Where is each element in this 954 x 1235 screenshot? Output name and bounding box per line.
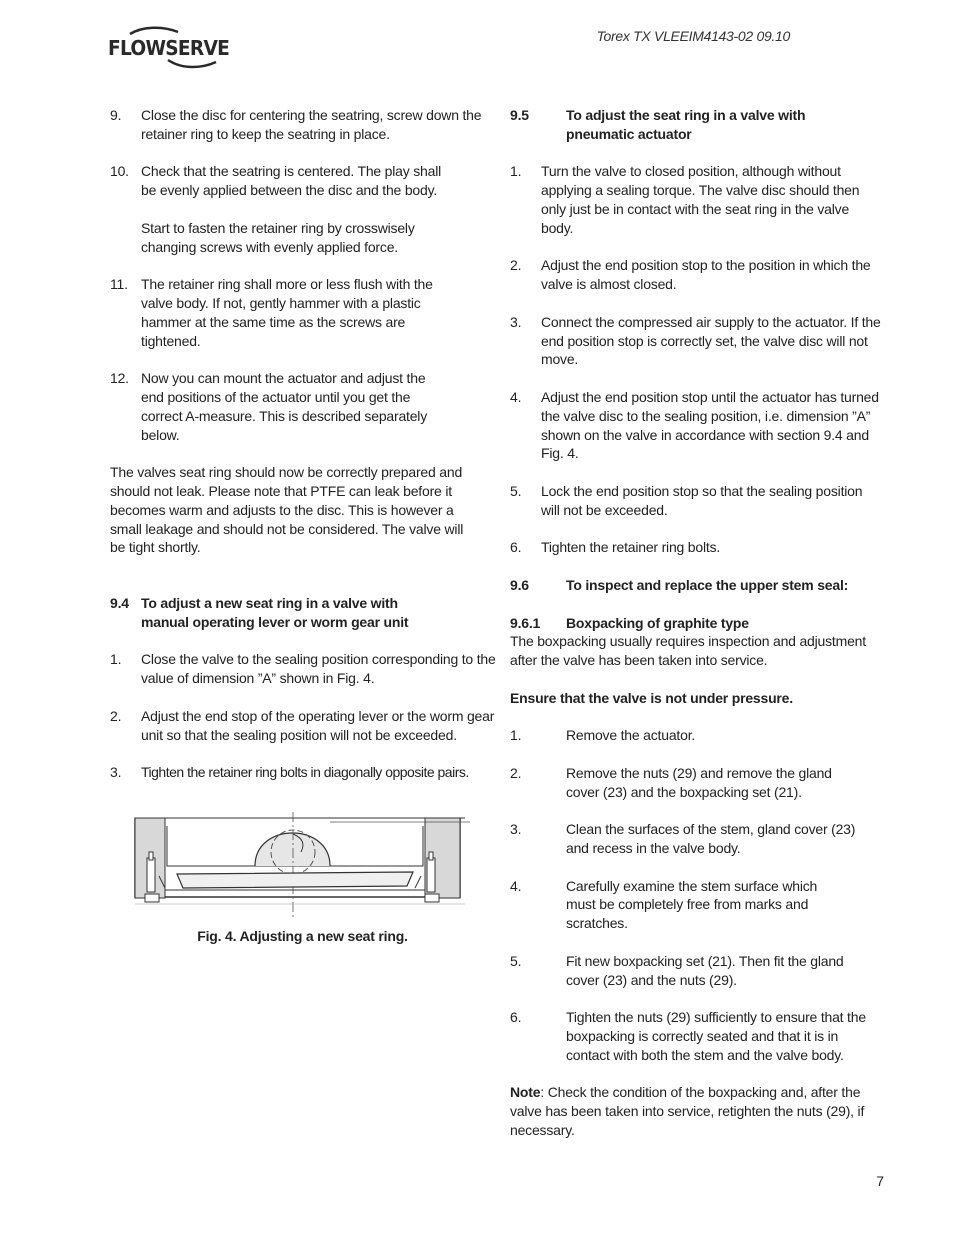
- list-item: 3. Connect the compressed air supply to the actuator. If the end position stop is correctly set, the valve disc will not move.: [510, 313, 881, 368]
- list-item: 6. Tighten the retainer ring bolts.: [510, 539, 721, 556]
- list-item: 5. Lock the end position stop so that the sealing position will not be exceeded.: [510, 482, 863, 518]
- logo-text: FLOWSERVE: [108, 36, 230, 60]
- boxpacking-intro: The boxpacking usually requires inspection and adjustment after the valve has been taken into service.: [510, 633, 866, 669]
- list-item: 3. Tighten the retainer ring bolts in diagonally opposite pairs.: [110, 764, 469, 781]
- list-item: 2. Adjust the end position stop to the position in which the valve is almost closed.: [510, 257, 871, 293]
- list-item: Start to fasten the retainer ring by crosswisely changing screws with evenly applied force.: [141, 219, 415, 255]
- section-heading: 9.4 To adjust a new seat ring in a valve with manual operating lever or worm gear unit: [110, 595, 409, 630]
- list-item: 2. Remove the nuts (29) and remove the gland cover (23) and the boxpacking set (21).: [510, 764, 832, 800]
- right-column-instructions: [510, 106, 895, 1140]
- list-item: 10. Check that the seatring is centered. The play shall be evenly applied between the disc and the body.: [110, 163, 442, 199]
- list-item: 1. Remove the actuator.: [510, 727, 696, 744]
- section-heading: 9.5 To adjust the seat ring in a valve with pneumatic actuator: [510, 107, 806, 142]
- list-item: 3. Clean the surfaces of the stem, gland cover (23) and recess in the valve body.: [510, 821, 856, 857]
- subsection-heading: 9.6.1 Boxpacking of graphite type: [510, 614, 749, 631]
- section-9-4: [110, 594, 505, 782]
- flowserve-logo: [108, 26, 228, 72]
- seat-ring-figure: [125, 812, 470, 917]
- list-item: 11. The retainer ring shall more or less flush with the valve body. If not, gently hammer with a plastic hammer at the same time as the screws are tightened.: [110, 276, 433, 349]
- boxpacking-note: Note: Check the condition of the boxpacking and, after the valve has been taken into service, retighten the nuts (29), if necessary.: [510, 1084, 865, 1139]
- figure-caption: Fig. 4. Adjusting a new seat ring.: [197, 928, 408, 944]
- list-item: 5. Fit new boxpacking set (21). Then fit the gland cover (23) and the nuts (29).: [510, 952, 844, 988]
- left-column-instructions: [110, 106, 505, 557]
- pressure-warning: Ensure that the valve is not under pressure.: [510, 689, 793, 706]
- section-heading: 9.6 To inspect and replace the upper stem seal:: [510, 576, 849, 593]
- page-number: 7: [876, 1173, 884, 1189]
- seat-ring-note: The valves seat ring should now be correctly prepared and should not leak. Please note that PTFE can leak before it becomes warm and adjusts to the disc. This is however a small leakage and should not be considered. The valve will be tight shortly.: [110, 464, 464, 556]
- list-item: 12. Now you can mount the actuator and adjust the end positions of the actuator until you get the correct A-measure. This is described separately below.: [110, 370, 428, 443]
- list-item: 1. Close the valve to the sealing position corresponding to the value of dimension ”A” shown in Fig. 4.: [110, 651, 496, 687]
- list-item: 4. Adjust the end position stop until the actuator has turned the valve disc to the sealing position, i.e. dimension ”A” shown on the valve in accordance with section 9.4 and Fig. 4.: [510, 388, 879, 462]
- list-item: 2. Adjust the end stop of the operating lever or the worm gear unit so that the sealing position will not be exceeded.: [110, 707, 495, 743]
- list-item: 4. Carefully examine the stem surface which must be completely free from marks and scratches.: [510, 877, 818, 932]
- document-reference: Torex TX VLEEIM4143-02 09.10: [596, 28, 790, 44]
- list-item: 6. Tighten the nuts (29) sufficiently to ensure that the boxpacking is correctly seated and that it is in contact with both the stem and the valve body.: [510, 1009, 866, 1063]
- list-item: 9. Close the disc for centering the seatring, screw down the retainer ring to keep the seatring in place.: [110, 107, 482, 142]
- list-item: 1. Turn the valve to closed position, although without applying a sealing torque. The valve disc should then only just be in contact with the seat ring in the valve body.: [510, 163, 860, 236]
